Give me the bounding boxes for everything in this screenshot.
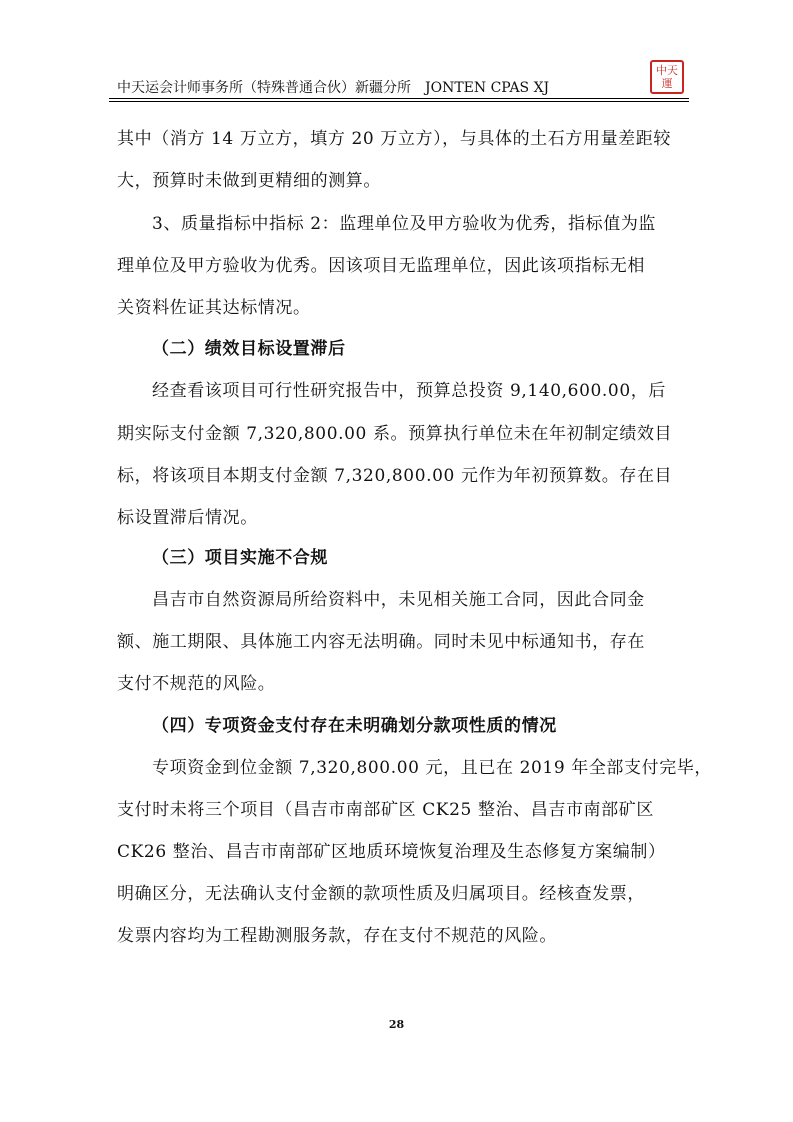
document-header: 中天运会计师事务所（特殊普通合伙）新疆分所 JONTEN CPAS XJ: [117, 80, 550, 96]
paragraph-line: 3、质量指标中指标 2：监理单位及甲方验收为优秀，指标值为监: [152, 214, 657, 234]
paragraph-line: 期实际支付金额 7,320,800.00 系。预算执行单位未在年初制定绩效目: [117, 424, 673, 444]
paragraph-line: CK26 整治、昌吉市南部矿区地质环境恢复治理及生态修复方案编制）: [117, 842, 666, 862]
header-rule: [109, 98, 689, 99]
paragraph-line: 支付不规范的风险。: [117, 674, 276, 694]
page-number: 28: [388, 1018, 405, 1031]
section-heading-2: （二）绩效目标设置滞后: [152, 339, 346, 359]
paragraph-line: 理单位及甲方验收为优秀。因该项目无监理单位，因此该项指标无相: [117, 256, 645, 276]
paragraph-line: 支付时未将三个项目（昌吉市南部矿区 CK25 整治、昌吉市南部矿区: [117, 800, 654, 820]
section-heading-4: （四）专项资金支付存在未明确划分款项性质的情况: [152, 716, 557, 736]
firm-logo: 中天 運: [650, 60, 684, 94]
paragraph-line: 关资料佐证其达标情况。: [117, 298, 311, 318]
paragraph-line: 大，预算时未做到更精细的测算。: [117, 171, 381, 191]
paragraph-line: 专项资金到位金额 7,320,800.00 元，且已在 2019 年全部支付完毕，: [152, 758, 713, 778]
paragraph-line: 昌吉市自然资源局所给资料中，未见相关施工合同，因此合同金: [152, 590, 645, 610]
paragraph-line: 标，将该项目本期支付金额 7,320,800.00 元作为年初预算数。存在目: [117, 466, 673, 486]
paragraph-line: 额、施工期限、具体施工内容无法明确。同时未见中标通知书，存在: [117, 632, 645, 652]
paragraph-line: 明确区分，无法确认支付金额的款项性质及归属项目。经核查发票，: [117, 884, 645, 904]
paragraph-line: 标设置滞后情况。: [117, 508, 258, 528]
paragraph-line: 经查看该项目可行性研究报告中，预算总投资 9,140,600.00，后: [152, 381, 666, 401]
header-rule-second: [109, 101, 689, 102]
paragraph-line: 其中（消方 14 万立方，填方 20 万立方），与具体的土石方用量差距较: [117, 129, 671, 149]
paragraph-line: 发票内容均为工程勘测服务款，存在支付不规范的风险。: [117, 926, 557, 946]
section-heading-3: （三）项目实施不合规: [152, 548, 328, 568]
